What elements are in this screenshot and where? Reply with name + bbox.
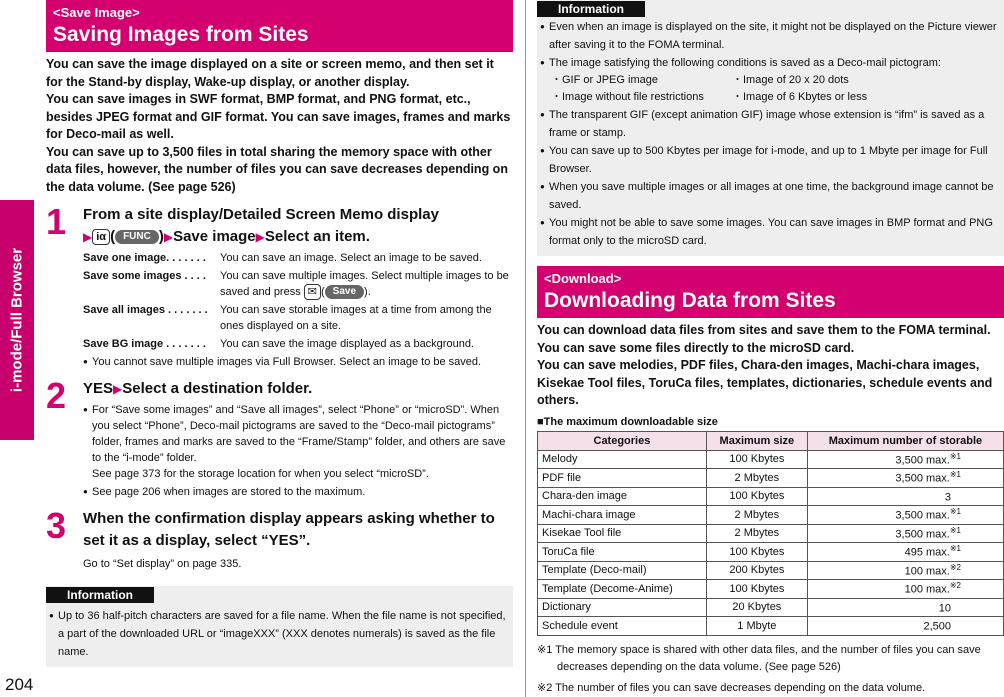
side-tab-label: i-mode/Full Browser	[8, 247, 26, 393]
intro-paragraph: You can save the image displayed on a site or screen memo, and then set it for the Stand-by display, Wake-up display, or another display.	[46, 57, 494, 89]
table-row	[538, 506, 1004, 525]
info-note: ● Up to 36 half-pitch characters are saved for a file name. When the file name is not specified, a part of the downloaded URL or “imageXXX” (XXX denotes numerals) is saved as the file name.	[46, 607, 513, 661]
category-cell: Kisekae Tool file	[538, 524, 707, 543]
footnote-mark: ※1	[949, 525, 961, 535]
save-image-header	[46, 0, 513, 52]
info-label: Information	[537, 1, 645, 17]
size-cell: 100 Kbytes	[706, 450, 807, 469]
mail-key-icon: ✉	[304, 284, 321, 300]
table-row	[538, 598, 1004, 617]
category-cell: Schedule event	[538, 617, 707, 636]
step-2-note-text-b: See page 373 for the storage location for when you select “microSD”.	[92, 468, 429, 481]
step-number: 1	[46, 201, 67, 242]
condition-item: ・Image of 6 Kbytes or less	[732, 91, 868, 103]
footnote-mark: ※2	[949, 581, 961, 591]
arrow-icon: ▶	[113, 382, 123, 397]
column-header: Maximum number of storable	[807, 431, 1003, 450]
table-row	[538, 524, 1004, 543]
intro-paragraph: You can save up to 3,500 files in total sharing the memory space with other data files, however, the number of files you can save decreases depending on the data volume. (See page 526)	[46, 144, 508, 194]
page-number: 204	[5, 675, 34, 694]
side-tab	[0, 200, 34, 440]
condition-item: ・Image of 20 x 20 dots	[732, 74, 849, 86]
save-softkey-icon: Save	[325, 285, 364, 299]
save-image-intro	[46, 56, 513, 196]
table-row	[538, 450, 1004, 469]
footnote-mark: ※1	[949, 451, 961, 461]
save-image-tag: <Save Image>	[53, 5, 140, 20]
count-cell	[807, 524, 1003, 543]
count-value: 3,500 max.	[895, 510, 950, 523]
arrow-icon: ▶	[255, 230, 265, 244]
step-2-title	[83, 378, 513, 400]
category-cell: Chara-den image	[538, 487, 707, 506]
column-header: Categories	[538, 431, 707, 450]
count-value: 3	[944, 491, 951, 504]
i-alpha-key-icon: iα	[92, 229, 110, 245]
step-3-text: Go to “Set display” on page 335.	[83, 558, 242, 571]
option-row	[83, 302, 513, 334]
size-cell: 100 Kbytes	[706, 487, 807, 506]
table-row	[538, 561, 1004, 580]
step-1-title: From a site display/Detailed Screen Memo display ▶ iα ( FUNC )▶Save image▶Select an item.	[83, 206, 439, 245]
option-desc: You can save multiple images. Select multiple images to be saved and press ✉ ( Save ).	[220, 270, 509, 299]
step-2-title-b: Select a destination folder.	[122, 380, 313, 398]
condition-list	[537, 72, 1004, 106]
footnote-mark: ※1	[949, 470, 961, 480]
condition-item: ・GIF or JPEG image	[551, 74, 658, 86]
table-row	[538, 487, 1004, 506]
download-header	[537, 266, 1004, 318]
step-1-title-a: From a site display/Detailed Screen Memo display	[83, 206, 439, 223]
step-number: 3	[46, 505, 67, 547]
table-body	[538, 450, 1004, 635]
table-header-row	[538, 431, 1004, 450]
step-2	[46, 375, 513, 500]
count-cell	[807, 506, 1003, 525]
download-title: Downloading Data from Sites	[544, 289, 836, 312]
step-2-note-text: For “Save some images” and “Save all images”, select “Phone” or “microSD”. When you select “Phone”, Deco-mail pictograms are saved to the “Deco-mail pictograms” folder, frames and marks are saved to the “Frame/Stamp” folder, and others are save to the “i-mode” folder.	[92, 404, 506, 465]
intro-paragraph: You can save images in SWF format, BMP format, and PNG format, etc., besides JPEG format and GIF format. You can save images, frames and marks for Deco-mail as well.	[46, 92, 511, 141]
count-cell	[807, 561, 1003, 580]
count-value: 3,500 max.	[895, 528, 950, 541]
info-note: ● The image satisfying the following conditions is saved as a Deco-mail pictogram:	[537, 54, 1004, 72]
count-value: 100 max.	[904, 584, 950, 597]
option-row	[83, 268, 513, 300]
size-cell: 200 Kbytes	[706, 561, 807, 580]
table-heading: ■The maximum downloadable size	[537, 415, 718, 428]
size-cell: 2 Mbytes	[706, 469, 807, 488]
download-intro	[537, 322, 1004, 410]
step-3	[46, 505, 513, 572]
count-cell	[807, 580, 1003, 599]
condition-item: ・Image without file restrictions	[551, 91, 704, 103]
footnote-mark: ※2	[949, 562, 961, 572]
download-tag: <Download>	[544, 271, 622, 286]
intro-paragraph: You can download data files from sites and save them to the FOMA terminal. You can save some files directly to the microSD card.	[537, 323, 991, 355]
category-cell: ToruCa file	[538, 543, 707, 562]
left-column	[46, 0, 513, 667]
left-info-box	[46, 586, 513, 667]
info-note: ● You can save up to 500 Kbytes per image for i-mode, and up to 1 Mbyte per image for Full Browser.	[537, 142, 1004, 178]
count-cell	[807, 469, 1003, 488]
step-2-note: ● See page 206 when images are stored to the maximum.	[83, 484, 513, 500]
intro-paragraph: You can save melodies, PDF files, Chara-den images, Machi-chara images, Kisekae Tool files, ToruCa files, templates, dictionaries, schedule events and others.	[537, 358, 993, 407]
category-cell: Dictionary	[538, 598, 707, 617]
count-value: 2,500	[923, 621, 951, 634]
category-cell: Template (Decome-Anime)	[538, 580, 707, 599]
category-cell: PDF file	[538, 469, 707, 488]
table-row	[538, 543, 1004, 562]
count-value: 10	[938, 602, 951, 615]
size-cell: 1 Mbyte	[706, 617, 807, 636]
size-cell: 2 Mbytes	[706, 524, 807, 543]
option-row	[83, 336, 513, 352]
table-row	[538, 617, 1004, 636]
count-cell	[807, 617, 1003, 636]
count-cell	[807, 450, 1003, 469]
footnote-mark: ※1	[949, 507, 961, 517]
step-number: 2	[46, 375, 67, 417]
column-header: Maximum size	[706, 431, 807, 450]
step-2-note	[83, 402, 513, 482]
info-note: ● Even when an image is displayed on the site, it might not be displayed on the Picture viewer after saving it to the FOMA terminal.	[537, 18, 1004, 54]
info-note: ● You might not be able to save some images. You can save images in BMP format and PNG format only to the microSD card.	[537, 214, 1004, 250]
arrow-icon: ▶	[163, 230, 174, 244]
category-cell: Melody	[538, 450, 707, 469]
arrow-icon: ▶	[83, 230, 93, 244]
download-size-table	[537, 431, 1004, 636]
size-cell: 20 Kbytes	[706, 598, 807, 617]
right-info-box	[537, 0, 1004, 256]
size-cell: 100 Kbytes	[706, 580, 807, 599]
count-cell	[807, 598, 1003, 617]
count-value: 495 max.	[904, 547, 950, 560]
step-1-note: ● You cannot save multiple images via Full Browser. Select an image to be saved.	[83, 354, 513, 370]
option-desc: You can save an image. Select an image to be saved.	[220, 252, 482, 264]
option-key: Save all images . . . . . . .	[83, 304, 208, 317]
footnote-2: ※2 The number of files you can save decreases depending on the data volume.	[537, 681, 926, 694]
info-label: Information	[46, 587, 154, 603]
func-softkey-icon: FUNC	[115, 230, 159, 244]
info-note: ● The transparent GIF (except animation GIF) image whose extension is “ifm” is saved as a frame or stamp.	[537, 106, 1004, 142]
size-cell: 100 Kbytes	[706, 543, 807, 562]
category-cell: Template (Deco-mail)	[538, 561, 707, 580]
count-value: 100 max.	[904, 565, 950, 578]
column-divider	[525, 0, 526, 697]
step-1	[46, 201, 513, 370]
category-cell: Machi-chara image	[538, 506, 707, 525]
footnote-1: ※1 The memory space is shared with other data files, and the number of files you can save decreases depending on the data volume. (See page 526)	[537, 643, 981, 673]
option-desc: You can save the image displayed as a background.	[220, 338, 474, 351]
right-column	[537, 0, 1004, 697]
step-2-title-a: YES	[83, 380, 114, 398]
count-value: 3,500 max.	[895, 454, 950, 467]
option-desc: You can save storable images at a time from among the ones displayed on a site.	[220, 304, 492, 333]
step-1-title-c: Select an item.	[264, 228, 370, 245]
step-1-title-b: Save image	[173, 228, 256, 245]
save-image-title: Saving Images from Sites	[53, 23, 309, 46]
option-row	[83, 250, 513, 266]
info-note: ● When you save multiple images or all images at one time, the background image cannot be saved.	[537, 178, 1004, 214]
option-key: Save some images . . . .	[83, 270, 206, 282]
count-value: 3,500 max.	[895, 473, 950, 486]
option-key: Save one image. . . . . . .	[83, 252, 206, 264]
footnote-mark: ※1	[949, 544, 961, 554]
step-3-title: When the confirmation display appears asking whether to set it as a display, select “YES”.	[83, 510, 495, 550]
option-desc-text: You can save multiple images. Select multiple images to be saved and press	[220, 270, 509, 298]
size-cell: 2 Mbytes	[706, 506, 807, 525]
count-cell	[807, 543, 1003, 562]
table-row	[538, 469, 1004, 488]
table-row	[538, 580, 1004, 599]
option-key: Save BG image . . . . . . .	[83, 338, 206, 351]
count-cell	[807, 487, 1003, 506]
